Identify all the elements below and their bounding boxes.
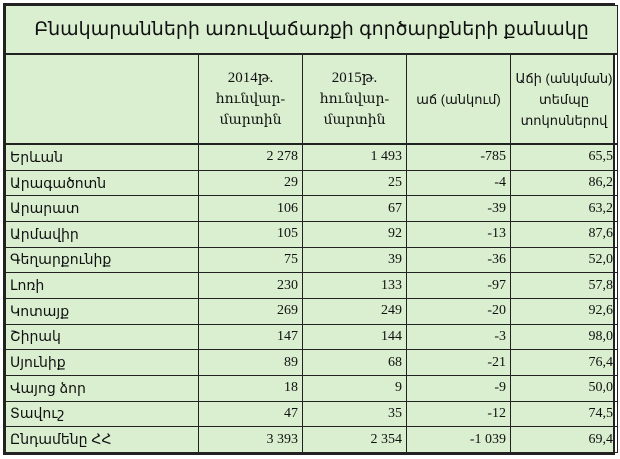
header-2014 (199, 54, 303, 144)
table-row (6, 324, 618, 350)
pct-cell: 69,4 (511, 427, 618, 453)
region-cell: Լոռի (6, 273, 199, 299)
region-cell: Վայոց ձոր (6, 375, 199, 401)
table-row (6, 350, 618, 376)
value-2014-cell: 269 (199, 298, 303, 324)
change-cell: -39 (407, 196, 511, 222)
value-2014-cell: 147 (199, 324, 303, 350)
change-cell: -21 (407, 350, 511, 376)
table-row (6, 298, 618, 324)
value-2014-cell: 47 (199, 401, 303, 427)
region-cell: Արարատ (6, 196, 199, 222)
change-cell: -20 (407, 298, 511, 324)
transactions-table (5, 5, 618, 453)
pct-cell: 92,6 (511, 298, 618, 324)
table-row (6, 221, 618, 247)
value-2014-cell: 29 (199, 170, 303, 196)
header-2015-period: հունվար-մարտին (319, 91, 390, 128)
region-cell: Ընդամենը ՀՀ (6, 427, 199, 453)
table-row (6, 247, 618, 273)
value-2015-cell: 67 (303, 196, 407, 222)
value-2015-cell: 2 354 (303, 427, 407, 453)
region-cell: Արագածոտն (6, 170, 199, 196)
header-region (6, 54, 199, 144)
region-cell: Գեղարքունիք (6, 247, 199, 273)
value-2015-cell: 68 (303, 350, 407, 376)
change-cell: -1 039 (407, 427, 511, 453)
change-cell: -4 (407, 170, 511, 196)
value-2015-cell: 39 (303, 247, 407, 273)
pct-cell: 63,2 (511, 196, 618, 222)
pct-cell: 86,2 (511, 170, 618, 196)
pct-cell: 57,8 (511, 273, 618, 299)
header-2014-period: հունվար-մարտին (215, 91, 286, 128)
change-cell: -12 (407, 401, 511, 427)
value-2014-cell: 106 (199, 196, 303, 222)
value-2015-cell: 133 (303, 273, 407, 299)
table-row (6, 375, 618, 401)
data-table-sheet (3, 3, 615, 455)
value-2014-cell: 105 (199, 221, 303, 247)
change-cell: -13 (407, 221, 511, 247)
table-row (6, 401, 618, 427)
value-2014-cell: 89 (199, 350, 303, 376)
table-row (6, 427, 618, 453)
pct-cell: 98,0 (511, 324, 618, 350)
header-pct: Աճի (անկման) տեմպը տոկոսներով (511, 54, 618, 144)
value-2015-cell: 249 (303, 298, 407, 324)
region-cell: Շիրակ (6, 324, 199, 350)
header-change: աճ (անկում) (407, 54, 511, 144)
value-2014-cell: 75 (199, 247, 303, 273)
value-2014-cell: 18 (199, 375, 303, 401)
pct-cell: 74,5 (511, 401, 618, 427)
value-2015-cell: 9 (303, 375, 407, 401)
table-row (6, 196, 618, 222)
region-cell: Կոտայք (6, 298, 199, 324)
pct-cell: 65,5 (511, 144, 618, 170)
value-2015-cell: 1 493 (303, 144, 407, 170)
table-row (6, 144, 618, 170)
change-cell: -3 (407, 324, 511, 350)
region-cell: Տավուշ (6, 401, 199, 427)
value-2015-cell: 92 (303, 221, 407, 247)
change-cell: -36 (407, 247, 511, 273)
pct-cell: 52,0 (511, 247, 618, 273)
value-2015-cell: 144 (303, 324, 407, 350)
change-cell: -785 (407, 144, 511, 170)
header-2014-year: 2014թ. (227, 69, 274, 86)
change-cell: -97 (407, 273, 511, 299)
header-2015 (303, 54, 407, 144)
table-body (6, 144, 618, 453)
table-row (6, 170, 618, 196)
value-2015-cell: 35 (303, 401, 407, 427)
value-2014-cell: 3 393 (199, 427, 303, 453)
value-2014-cell: 2 278 (199, 144, 303, 170)
pct-cell: 50,0 (511, 375, 618, 401)
value-2015-cell: 25 (303, 170, 407, 196)
value-2014-cell: 230 (199, 273, 303, 299)
table-title: Բնակարանների առուվաճառքի գործարքների քանակը (6, 6, 618, 55)
region-cell: Արմավիր (6, 221, 199, 247)
change-cell: -9 (407, 375, 511, 401)
pct-cell: 87,6 (511, 221, 618, 247)
region-cell: Երևան (6, 144, 199, 170)
pct-cell: 76,4 (511, 350, 618, 376)
header-2015-year: 2015թ. (331, 69, 378, 86)
table-row (6, 273, 618, 299)
region-cell: Սյունիք (6, 350, 199, 376)
